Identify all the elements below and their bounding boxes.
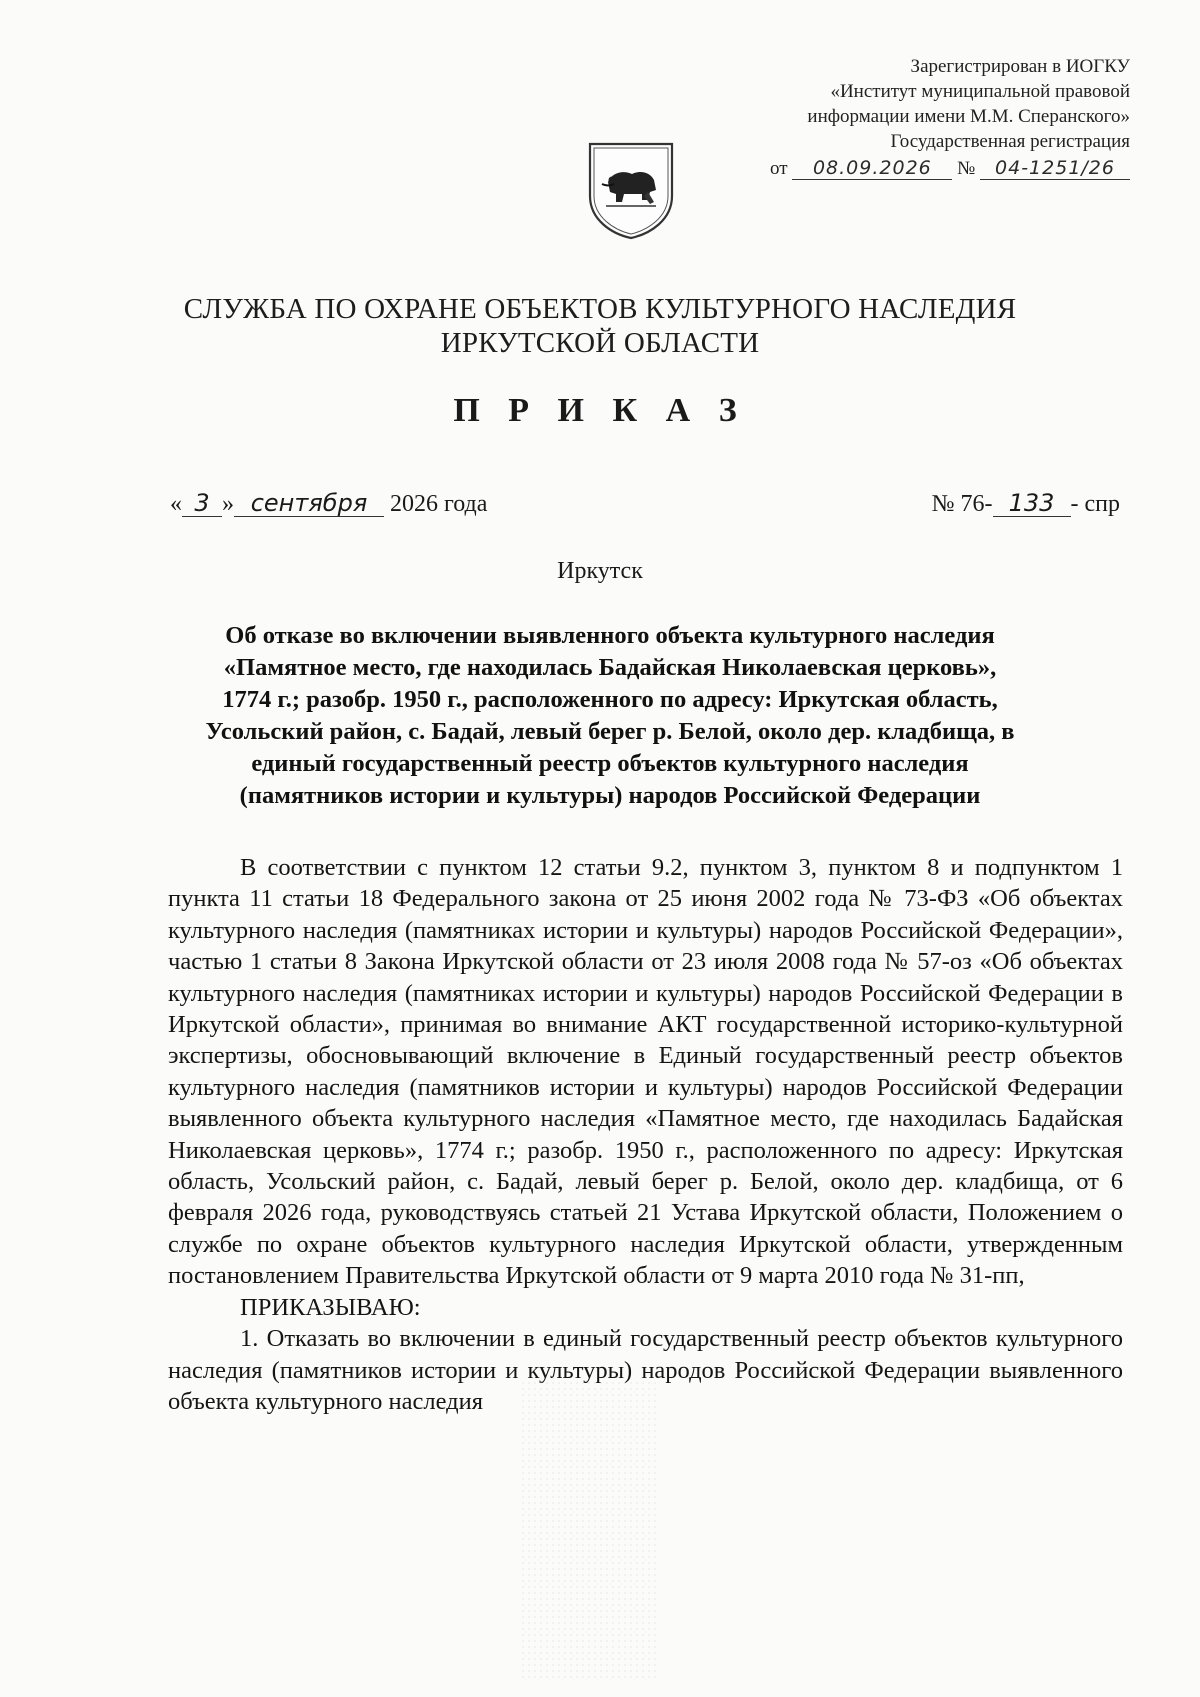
organization-title-line-1: СЛУЖБА ПО ОХРАНЕ ОБЪЕКТОВ КУЛЬТУРНОГО НАСЛЕДИЯ bbox=[183, 293, 1017, 325]
registration-line-1: Зарегистрирован в ИОГКУ bbox=[910, 56, 1130, 77]
registration-number-line bbox=[670, 156, 1130, 181]
registration-date-handwritten: 08.09.2026 bbox=[792, 157, 952, 180]
order-date bbox=[170, 490, 487, 518]
date-close-quote: » bbox=[222, 491, 234, 517]
date-month-handwritten: сентября bbox=[234, 490, 384, 517]
subject-line-6: (памятников истории и культуры) народов Российской Федерации bbox=[239, 782, 981, 809]
registration-line-4: Государственная регистрация bbox=[890, 131, 1130, 152]
subject-line-2: «Памятное место, где находилась Бадайская Николаевская церковь», bbox=[223, 654, 997, 681]
registration-number-label: № bbox=[957, 158, 976, 179]
document-type-heading: П Р И К А З bbox=[453, 392, 747, 429]
city-name: Иркутск bbox=[557, 558, 643, 584]
order-number-suffix: - спр bbox=[1070, 491, 1120, 517]
registration-from-label: от bbox=[770, 158, 788, 179]
date-day-handwritten: 3 bbox=[182, 490, 222, 517]
order-directive-word: ПРИКАЗЫВАЮ: bbox=[240, 1293, 421, 1321]
organization-title bbox=[0, 292, 1200, 360]
order-number bbox=[932, 490, 1120, 518]
date-number-row bbox=[170, 490, 1120, 530]
order-subject bbox=[140, 620, 1080, 812]
order-number-handwritten: 133 bbox=[993, 490, 1071, 517]
subject-line-3: 1774 г.; разобр. 1950 г., расположенного по адресу: Иркутская область, bbox=[222, 686, 998, 713]
date-open-quote: « bbox=[170, 491, 182, 517]
order-item-1: 1. Отказать во включении в единый государственный реестр объектов культурного наследия (памятников истории и культуры) народов Российской Федерации выявленного объекта культурного наследия bbox=[168, 1325, 1123, 1415]
registration-line-2: «Институт муниципальной правовой bbox=[830, 81, 1130, 102]
subject-line-4: Усольский район, с. Бадай, левый берег р. Белой, около дер. кладбища, в bbox=[205, 718, 1015, 745]
registration-number-handwritten: 04-1251/26 bbox=[980, 157, 1130, 180]
scan-artifact bbox=[520, 1380, 660, 1680]
registration-line-3: информации имени М.М. Сперанского» bbox=[807, 106, 1130, 127]
organization-title-line-2: ИРКУТСКОЙ ОБЛАСТИ bbox=[440, 327, 760, 359]
date-year-text: 2026 года bbox=[390, 491, 488, 517]
preamble-paragraph: В соответствии с пунктом 12 статьи 9.2, пунктом 3, пунктом 8 и подпунктом 1 пункта 11 статьи 18 Федерального закона от 25 июня 2002 года № 73-ФЗ «Об объектах культурного наследия (памятниках истории и культуры) народов Российской Федерации», частью 1 статьи 8 Закона Иркутской области от 23 июля 2008 года № 57-оз «Об объектах культурного наследия (памятниках истории и культуры) народов Российской Федерации в Иркутской области», принимая во внимание АКТ государственной историко-культурной экспертизы, обосновывающий включение в Единый государственный реестр объектов культурного наследия (памятников истории и культуры) народов Российской Федерации выявленного объекта культурного наследия «Памятное место, где находилась Бадайская Николаевская церковь», 1774 г.; разобр. 1950 г., расположенного по адресу: Иркутская область, Усольский район, с. Бадай, левый берег р. Белой, около дер. кладбища, от 6 февраля 2026 года, руководствуясь статьей 21 Устава Иркутской области, Положением о службе по охране объектов культурного наследия Иркутской области, утвержденным постановлением Правительства Иркутской области от 9 марта 2010 года № 31-пп, bbox=[168, 854, 1123, 1290]
coat-of-arms-icon bbox=[584, 140, 678, 240]
subject-line-5: единый государственный реестр объектов культурного наследия bbox=[251, 750, 969, 777]
subject-line-1: Об отказе во включении выявленного объекта культурного наследия bbox=[225, 622, 995, 649]
order-number-prefix: № 76- bbox=[931, 491, 993, 517]
registration-stamp bbox=[670, 54, 1130, 181]
order-body bbox=[168, 852, 1123, 1417]
